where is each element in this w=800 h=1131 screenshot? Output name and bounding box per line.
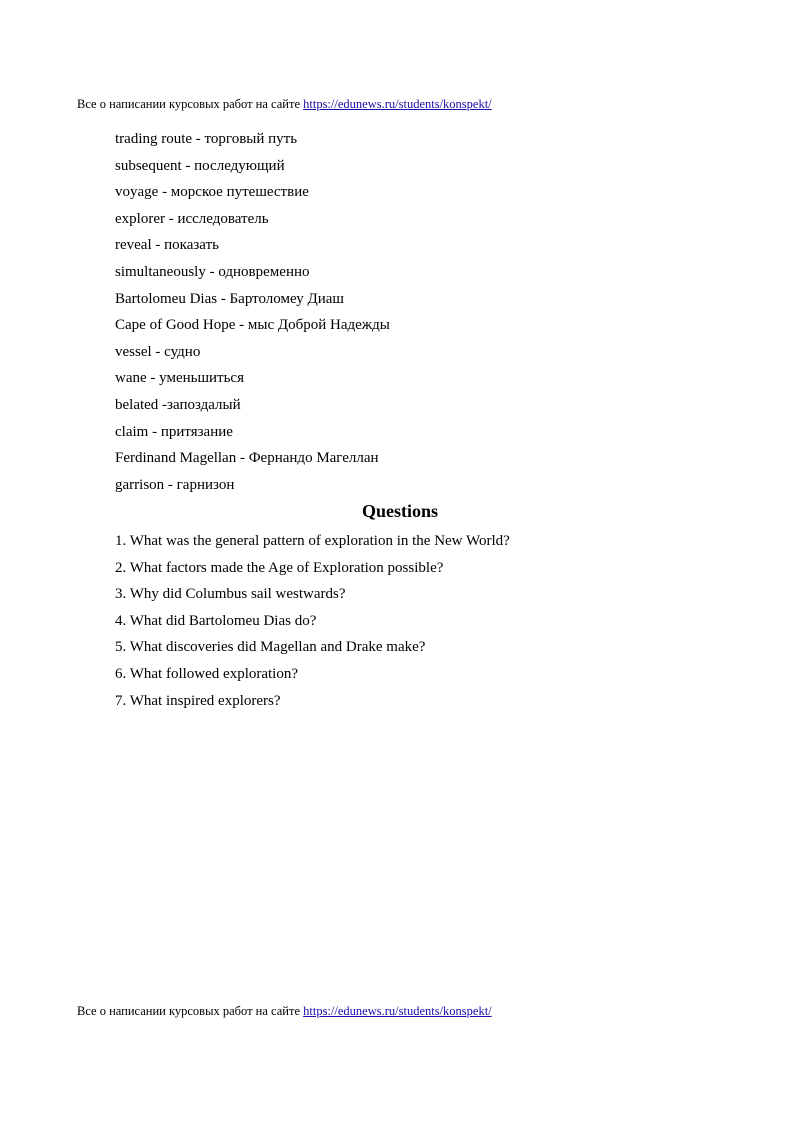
vocabulary-item: Bartolomeu Dias - Бартоломеу Диаш — [115, 290, 344, 307]
question-item: 5. What discoveries did Magellan and Drake make? — [115, 639, 426, 656]
vocabulary-item: subsequent - последующий — [115, 157, 285, 174]
vocabulary-item: reveal - показать — [115, 237, 219, 254]
vocabulary-item: voyage - морское путешествие — [115, 184, 309, 201]
question-item: 7. What inspired explorers? — [115, 692, 281, 709]
header-link[interactable]: https://edunews.ru/students/konspekt/ — [303, 97, 492, 111]
question-item: 4. What did Bartolomeu Dias do? — [115, 612, 317, 629]
vocabulary-item: wane - уменьшиться — [115, 370, 244, 387]
questions-heading: Questions — [361, 501, 439, 521]
vocabulary-item: trading route - торговый путь — [115, 131, 298, 147]
footer-text: Все о написании курсовых работ на сайте — [77, 1004, 304, 1018]
vocabulary-item: Ferdinand Magellan - Фернандо Магеллан — [115, 450, 379, 467]
vocabulary-item: simultaneously - одновременно — [115, 263, 310, 280]
vocabulary-item: belated -запоздалый — [115, 396, 241, 413]
vocabulary-item: garrison - гарнизон — [115, 476, 235, 493]
vocabulary-item: claim - притязание — [115, 423, 233, 440]
vocabulary-item: vessel - судно — [115, 343, 201, 360]
question-item: 3. Why did Columbus sail westwards? — [115, 586, 346, 603]
vocabulary-item: explorer - исследователь — [115, 210, 269, 227]
question-item: 6. What followed exploration? — [115, 665, 299, 682]
vocabulary-list — [115, 126, 390, 498]
questions-list — [115, 528, 510, 714]
vocabulary-item: Cape of Good Hope - мыс Доброй Надежды — [115, 317, 390, 334]
footer-link[interactable]: https://edunews.ru/students/konspekt/ — [303, 1004, 492, 1018]
page-footer — [77, 1003, 492, 1019]
header-text: Все о написании курсовых работ на сайте — [77, 97, 304, 111]
question-item: 2. What factors made the Age of Exploration possible? — [115, 559, 444, 576]
question-item: 1. What was the general pattern of exploration in the New World? — [115, 533, 510, 549]
page-header — [77, 96, 492, 112]
